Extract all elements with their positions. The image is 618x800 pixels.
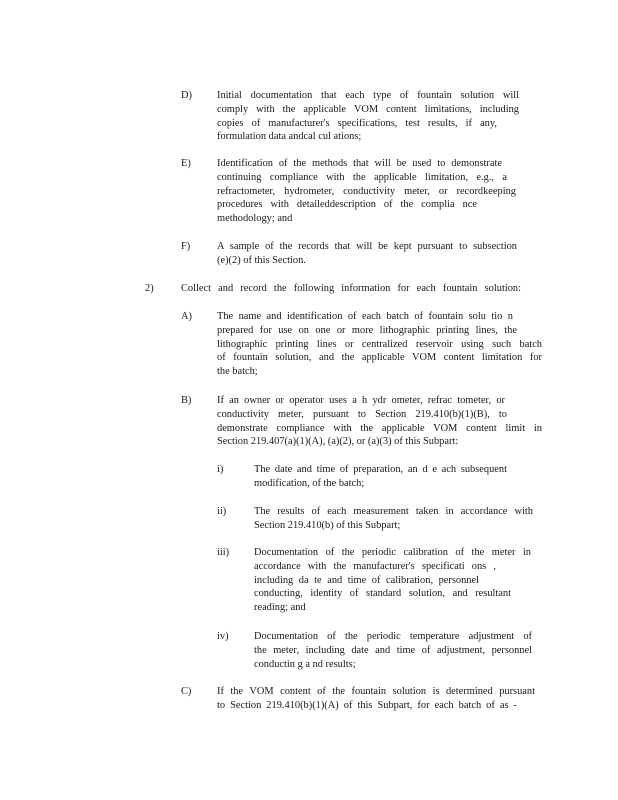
text-line: conducting, identity of standard solution, and resultant (254, 588, 511, 600)
text-line: Collect and record the following information for each fountain solution: (181, 283, 521, 294)
text-line: conductin g a nd results; (254, 658, 356, 670)
item-e-marker: E) (181, 158, 191, 169)
text-line: Documentation of the periodic calibration of the meter in (254, 547, 531, 558)
text-line: Initial documentation that each type of fountain solution will (217, 90, 519, 101)
text-line: Identification of the methods that will be used to demonstrate (217, 158, 502, 169)
text-line: comply with the applicable VOM content limitations, including (217, 103, 519, 115)
text-line: lithographic printing lines or centralized reservoir using such batch (217, 338, 542, 350)
item-iv-marker: iv) (217, 631, 229, 642)
text-line: refractometer, hydrometer, conductivity meter, or recordkeeping (217, 185, 516, 197)
item-iii-marker: iii) (217, 547, 230, 558)
text-line: accordance with the manufacturer's specificati ons , (254, 560, 496, 572)
item-e-text (217, 157, 516, 226)
item-d-marker: D) (181, 90, 192, 101)
text-line: copies of manufacturer's specifications, test results, if any, (217, 117, 497, 129)
item-f-marker: F) (181, 241, 191, 252)
item-f-text (217, 240, 517, 268)
text-line: A sample of the records that will be kept pursuant to subsection (217, 241, 517, 252)
item-b-text (217, 394, 542, 449)
text-line: If an owner or operator uses a h ydr ometer, refrac tometer, or (217, 395, 505, 406)
item-a-marker: A) (181, 311, 192, 322)
item-i-text (254, 463, 507, 491)
text-line: formulation data andcal cul ations; (217, 131, 362, 143)
item-iii-text (254, 546, 531, 615)
item-iv-text (254, 630, 532, 671)
text-line: Section 219.407(a)(1)(A), (a)(2), or (a)(3) of this Subpart: (217, 436, 459, 448)
item-a-text (217, 310, 542, 379)
text-line: Documentation of the periodic temperature adjustment of (254, 631, 532, 642)
text-line: (e)(2) of this Section. (217, 254, 306, 266)
item-b-marker: B) (181, 395, 192, 406)
text-line: conductivity meter, pursuant to Section 219.410(b)(1)(B), to (217, 408, 507, 420)
text-line: the batch; (217, 366, 258, 378)
item-i-marker: i) (217, 464, 224, 475)
text-line: modification, of the batch; (254, 477, 365, 489)
text-line: demonstrate compliance with the applicable VOM content limit in (217, 422, 542, 434)
text-line: The results of each measurement taken in accordance with (254, 506, 533, 517)
item-2-text (181, 282, 521, 296)
text-line: The date and time of preparation, an d e ach subsequent (254, 464, 507, 475)
text-line: of fountain solution, and the applicable VOM content limitation for (217, 352, 542, 364)
text-line: to Section 219.410(b)(1)(A) of this Subpart, for each batch of as - (217, 699, 517, 711)
text-line: reading; and (254, 602, 306, 614)
item-2-marker: 2) (145, 283, 154, 294)
item-ii-text (254, 505, 533, 533)
text-line: including da te and time of calibration, personnel (254, 574, 479, 586)
item-d-text (217, 89, 519, 144)
item-ii-marker: ii) (217, 506, 227, 517)
text-line: continuing compliance with the applicable limitation, e.g., a (217, 171, 507, 183)
text-line: If the VOM content of the fountain solution is determined pursuant (217, 686, 535, 697)
text-line: Section 219.410(b) of this Subpart; (254, 519, 401, 531)
text-line: prepared for use on one or more lithographic printing lines, the (217, 324, 517, 336)
item-c-marker: C) (181, 686, 192, 697)
text-line: procedures with detaileddescription of the complia nce (217, 199, 477, 211)
item-c-text (217, 685, 535, 713)
text-line: The name and identification of each batch of fountain solu tio n (217, 311, 513, 322)
text-line: methodology; and (217, 213, 293, 225)
text-line: the meter, including date and time of adjustment, personnel (254, 644, 532, 656)
